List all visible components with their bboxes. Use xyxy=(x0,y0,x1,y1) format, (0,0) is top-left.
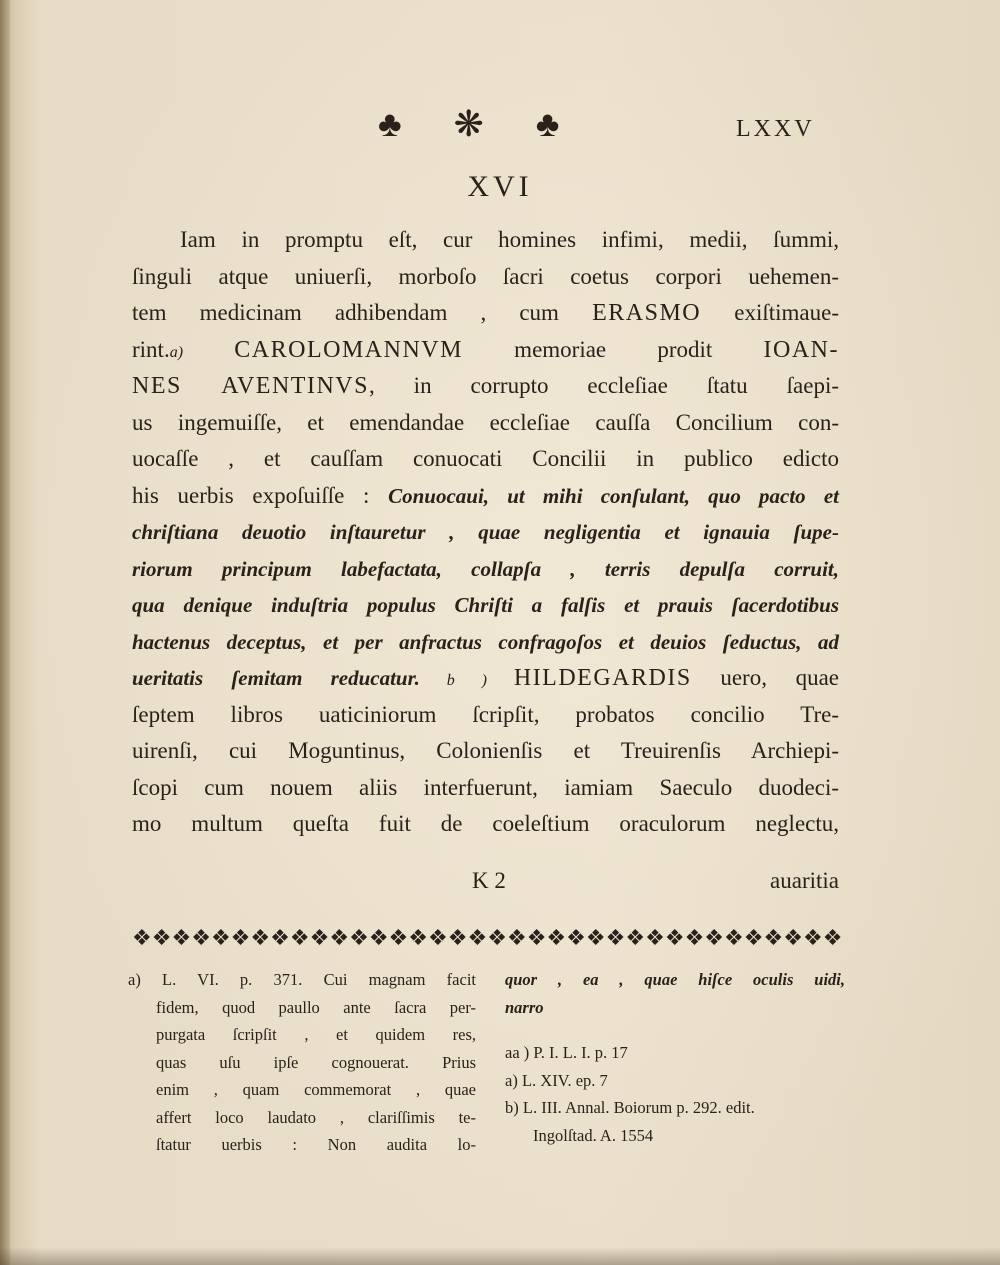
footnote-line: enim , quam commemorat , quae xyxy=(156,1080,476,1099)
rule-ornament-icon: ❖ xyxy=(171,925,192,950)
rule-ornament-icon: ❖ xyxy=(724,925,744,950)
text-line: mo multum queſta fuit de coeleſtium oraculorum neglectu, xyxy=(132,811,839,836)
header-ornament xyxy=(378,104,559,144)
text-line: Iam in promptu eſt, cur homines infimi, medii, ſummi, xyxy=(180,227,839,252)
footnote-line: affert loco laudato , clariſſimis te- xyxy=(156,1107,476,1127)
text-line: ſeptem libros uaticiniorum ſcripſit, probatos concilio Tre- xyxy=(132,701,839,727)
text-line: ueritatis ſemitam reducatur. b ) HILDEGARDIS uero, quae xyxy=(132,665,839,691)
rule-ornament-icon: ❖ xyxy=(132,925,152,950)
footnote-line: a) L. VI. p. 371. Cui magnam facit xyxy=(128,970,476,989)
rule-ornament-icon: ❖ xyxy=(585,925,606,950)
text-line: chriſtiana deuotio inſtauretur , quae negligentia et ignauia ſupe- xyxy=(132,520,839,544)
rule-ornament-icon: ❖ xyxy=(526,925,547,950)
section-heading: XVI xyxy=(467,170,533,203)
text-line: rint.a) CAROLOMANNVM memoriae prodit IOAN- xyxy=(132,336,839,363)
rule-ornament-icon: ❖ xyxy=(802,925,823,950)
footnote-line: Ingolſtad. A. 1554 xyxy=(533,1125,654,1145)
footnote-line: purgata ſcripſit , et quidem res, xyxy=(156,1025,476,1044)
rule-ornament-icon: ❖ xyxy=(349,925,369,950)
rule-ornament-icon: ❖ xyxy=(684,925,705,950)
rule-ornament-icon: ❖ xyxy=(605,925,626,950)
text-line: ſcopi cum nouem aliis interfuerunt, iamiam Saeculo duodeci- xyxy=(132,774,839,800)
rule-ornament-icon: ❖ xyxy=(230,925,251,950)
page-bottom-edge xyxy=(0,1247,1000,1265)
rule-ornament-icon: ❖ xyxy=(428,925,448,950)
rule-ornament-icon: ❖ xyxy=(309,925,330,950)
footnotes-right-column xyxy=(505,966,845,1149)
fleuron-center-icon: ❋ xyxy=(453,104,484,144)
rule-ornament-icon: ❖ xyxy=(467,925,488,950)
footnote-aa: aa ) P. I. L. I. p. 17 xyxy=(505,1043,628,1062)
text-line: uocaſſe , et cauſſam conuocati Concilii in publico edicto xyxy=(132,446,839,471)
text-line: tem medicinam adhibendam , cum ERASMO exiſtimaue- xyxy=(132,300,839,326)
rule-ornament-icon: ❖ xyxy=(408,925,429,950)
fleuron-right-icon: ♣ xyxy=(535,104,560,144)
fleuron-left-icon: ♣ xyxy=(378,104,402,144)
text-line: us ingemuiſſe, et emendandae eccleſiae cauſſa Concilium con- xyxy=(132,409,839,435)
rule-ornament-icon: ❖ xyxy=(388,925,409,950)
rule-ornament-icon: ❖ xyxy=(546,925,567,950)
footnotes-left-column xyxy=(128,966,476,1159)
rule-ornament-icon: ❖ xyxy=(151,925,172,950)
signature-mark: K 2 xyxy=(472,868,506,893)
signature-line xyxy=(132,868,839,902)
rule-ornament-icon: ❖ xyxy=(566,925,586,950)
catchword: auaritia xyxy=(770,868,839,893)
text-line: NES AVENTINVS, in corrupto eccleſiae ſtatu ſaepi- xyxy=(132,373,840,399)
rule-ornament-icon: ❖ xyxy=(210,925,231,950)
rule-ornament-icon: ❖ xyxy=(783,925,803,950)
rule-ornament-icon: ❖ xyxy=(625,925,646,950)
rule-ornament-icon: ❖ xyxy=(743,925,764,950)
text-line: ſinguli atque uniuerſi, morboſo ſacri coetus corpori uehemen- xyxy=(132,263,839,289)
footnote-line: quor , ea , quae hiſce oculis uidi, xyxy=(505,970,845,989)
footnote-line: fidem, quod paullo ante ſacra per- xyxy=(156,997,476,1017)
text-line: riorum principum labefactata, collapſa , terris depulſa corruit, xyxy=(132,556,839,581)
footnote-line: narro xyxy=(505,997,544,1017)
rule-ornament-icon: ❖ xyxy=(506,925,527,950)
text-line: hactenus deceptus, et per anfractus confragoſos et deuios ſeductus, ad xyxy=(132,629,839,654)
rule-ornament-icon: ❖ xyxy=(329,925,350,950)
footnote-b: b) L. III. Annal. Boiorum p. 292. edit. xyxy=(505,1098,755,1117)
page-number: LXXV xyxy=(736,116,815,142)
rule-ornament-icon: ❖ xyxy=(645,925,665,950)
rule-ornament-icon: ❖ xyxy=(368,925,389,950)
ornamental-rule xyxy=(132,924,843,952)
rule-ornament-icon: ❖ xyxy=(822,925,843,950)
main-text xyxy=(132,222,839,843)
footnote-line: ſtatur uerbis : Non audita lo- xyxy=(156,1135,476,1154)
rule-ornament-icon: ❖ xyxy=(487,925,507,950)
footnote-a: a) L. XIV. ep. 7 xyxy=(505,1070,608,1090)
text-line: uirenſi, cui Moguntinus, Colonienſis et Treuirenſis Archiepi- xyxy=(132,738,839,763)
rule-ornament-icon: ❖ xyxy=(664,925,685,950)
footnote-line: quas uſu ipſe cognouerat. Prius xyxy=(156,1052,476,1072)
rule-ornament-icon: ❖ xyxy=(191,925,211,950)
rule-ornament-icon: ❖ xyxy=(250,925,271,950)
rule-ornament-icon: ❖ xyxy=(289,925,310,950)
rule-ornament-icon: ❖ xyxy=(763,925,784,950)
rule-ornament-icon: ❖ xyxy=(447,925,468,950)
rule-ornament-icon: ❖ xyxy=(270,925,290,950)
text-line: his uerbis expoſuiſſe : Conuocaui, ut mihi conſulant, quo pacto et xyxy=(132,482,840,508)
text-line: qua denique induſtria populus Chriſti a falſis et prauis ſacerdotibus xyxy=(132,593,839,617)
rule-ornament-icon: ❖ xyxy=(704,925,725,950)
